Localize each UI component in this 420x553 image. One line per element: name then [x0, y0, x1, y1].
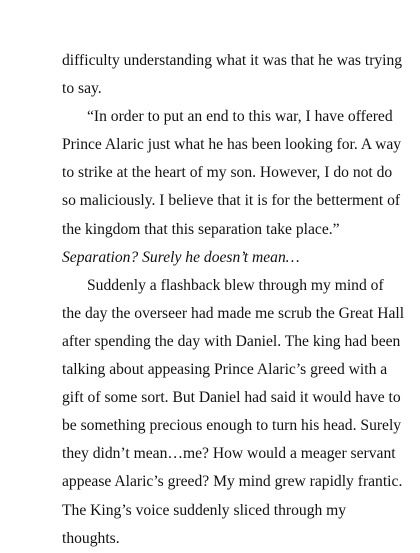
body-text [62, 47, 405, 553]
text-line: “In order to put an end to this war, I have offered [87, 108, 393, 126]
text-line: appease Alaric’s greed? My mind grew rapidly frantic. [62, 473, 403, 491]
text-line: to say. [62, 80, 102, 98]
text-line: Separation? Surely he doesn’t mean… [62, 248, 300, 266]
text-line: they didn’t mean…me? How would a meager servant [62, 445, 396, 463]
text-line: Prince Alaric just what he has been looking for. A way [62, 136, 402, 154]
text-line: be something precious enough to turn his head. Surely [62, 417, 402, 435]
text-line: talking about appeasing Prince Alaric’s greed with a [62, 361, 388, 379]
text-line: gift of some sort. But Daniel had said it would have to [62, 389, 401, 407]
text-line: thoughts. [62, 529, 120, 547]
text-line: to strike at the heart of my son. However, I do not do [62, 164, 393, 182]
text-line: the day the overseer had made me scrub the Great Hall [62, 304, 405, 322]
text-line: The King’s voice suddenly sliced through my [62, 501, 347, 519]
text-line: the kingdom that this separation take place.” [62, 220, 340, 238]
text-line: difficulty understanding what it was that he was trying [62, 52, 403, 69]
text-line: after spending the day with Daniel. The king had been [62, 332, 401, 350]
text-line: Suddenly a flashback blew through my mind of [87, 276, 384, 294]
text-line: so maliciously. I believe that it is for the betterment of [62, 192, 401, 210]
